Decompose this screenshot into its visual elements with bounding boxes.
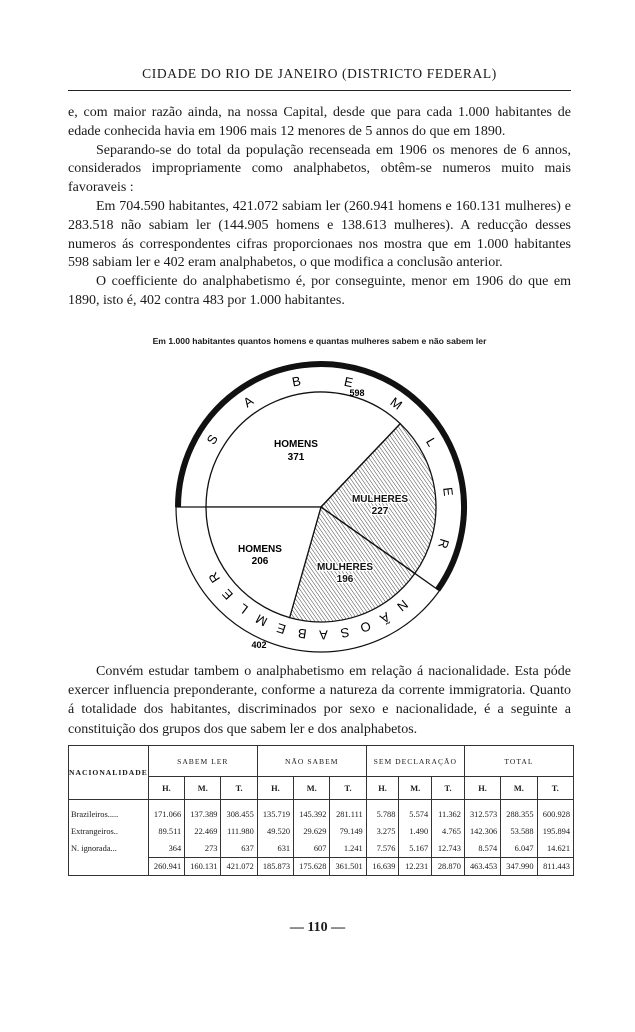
table-cell: 22.469 [185, 823, 221, 840]
literacy-pie-chart [164, 354, 474, 654]
table-cell: 12.231 [399, 858, 432, 876]
total-nao-value: 402 [251, 640, 267, 650]
table-cell: 6.047 [501, 840, 537, 858]
table-cell: 89.511 [148, 823, 184, 840]
col-group: SEM DECLARAÇÃO [366, 746, 464, 777]
table-cell: 145.392 [294, 800, 330, 824]
col-group: TOTAL [464, 746, 573, 777]
table-cell: 273 [185, 840, 221, 858]
table-cell: 7.576 [366, 840, 399, 858]
table-cell: 29.629 [294, 823, 330, 840]
col-sub: M. [501, 777, 537, 800]
ring-letter: E [219, 586, 236, 603]
col-sub: M. [294, 777, 330, 800]
chart-caption: Em 1.000 habitantes quantos homens e quantas mulheres sabem e não sabem ler [152, 336, 487, 346]
col-sub: T. [330, 777, 366, 800]
table-cell: 463.453 [464, 858, 500, 876]
literacy-table [68, 745, 574, 876]
ring-letter: B [290, 373, 303, 390]
homens-nao-value: 206 [251, 556, 269, 567]
ring-letter: E [274, 620, 288, 638]
table-cell: 3.275 [366, 823, 399, 840]
ring-letter: A [319, 627, 329, 643]
table-cell: 421.072 [221, 858, 257, 876]
table-cell: 5.574 [399, 800, 432, 824]
table-cell: 308.455 [221, 800, 257, 824]
table-cell: 364 [148, 840, 184, 858]
body-text [68, 104, 571, 311]
col-nacionalidade: NACIONALIDADE [69, 746, 149, 800]
table-cell: 811.443 [537, 858, 573, 876]
paragraph-nationality [68, 662, 571, 739]
table-cell: 171.066 [148, 800, 184, 824]
col-group: SABEM LER [148, 746, 257, 777]
table-cell: 12.743 [432, 840, 465, 858]
table-cell: 79.149 [330, 823, 366, 840]
ring-letter: L [235, 600, 251, 617]
col-group: NÃO SABEM [257, 746, 366, 777]
table-cell: 16.639 [366, 858, 399, 876]
table-cell: 8.574 [464, 840, 500, 858]
table-cell: 281.111 [330, 800, 366, 824]
ring-letter: O [358, 618, 373, 636]
table-cell: 260.941 [148, 858, 184, 876]
table-cell: 361.501 [330, 858, 366, 876]
table-cell: 288.355 [501, 800, 537, 824]
table-row [69, 800, 574, 824]
table-row [69, 858, 574, 876]
running-header: CIDADE DO RIO DE JANEIRO (DISTRICTO FEDERAL) [142, 66, 497, 81]
mulheres-nao-label: MULHERES [316, 562, 374, 573]
table-row [69, 840, 574, 858]
table-cell: 49.520 [257, 823, 293, 840]
homens-sabem-value: 371 [287, 452, 305, 463]
col-sub: H. [148, 777, 184, 800]
table-cell: 11.362 [432, 800, 465, 824]
paragraph: Separando-se do total da população recenseada em 1906 os menores de 6 annos, considerados impropriamente como analphabetos, obtêm-se numeros muito mais favoraveis : [68, 142, 571, 196]
table-cell: 135.719 [257, 800, 293, 824]
table-cell: 111.980 [221, 823, 257, 840]
table-cell: 631 [257, 840, 293, 858]
ring-letter: E [342, 373, 355, 391]
table-cell: 607 [294, 840, 330, 858]
ring-letter: L [423, 435, 440, 450]
table-cell: 5.788 [366, 800, 399, 824]
table-cell: 1.241 [330, 840, 366, 858]
page-number: — 110 — [289, 920, 346, 935]
header-rule [68, 90, 571, 91]
col-sub: H. [257, 777, 293, 800]
table-cell: 637 [221, 840, 257, 858]
row-label: N. ignorada... [69, 840, 149, 858]
table-cell: 185.873 [257, 858, 293, 876]
ring-letter: E [440, 486, 457, 497]
ring-letter: B [296, 625, 308, 642]
paragraph: Em 704.590 habitantes, 421.072 sabiam ler (260.941 homens e 160.131 mulheres) e 283.518 não sabiam ler (144.905 homens e 138.613 mulheres). A reducção desses numeros ás correspondentes cifras proporcionaes nos mostra que em 1.000 habitantes 598 sabiam ler e 402 eram analphabetos, o que modifica a conclusão anterior. [68, 198, 571, 271]
table-cell: 160.131 [185, 858, 221, 876]
row-label: Extrangeiros.. [69, 823, 149, 840]
table-cell: 175.628 [294, 858, 330, 876]
col-sub: H. [464, 777, 500, 800]
col-sub: T. [221, 777, 257, 800]
ring-letter: N [394, 596, 411, 615]
table-cell: 142.306 [464, 823, 500, 840]
col-sub: H. [366, 777, 399, 800]
ring-letter: R [205, 569, 224, 586]
table-cell: 28.870 [432, 858, 465, 876]
ring-letter: A [240, 393, 257, 411]
homens-nao-label: HOMENS [238, 544, 282, 555]
homens-sabem-label: HOMENS [274, 439, 318, 450]
ring-letter: M [253, 611, 270, 630]
table-row [69, 823, 574, 840]
col-sub: T. [537, 777, 573, 800]
total-sabem-value: 598 [349, 388, 365, 398]
paragraph: Convém estudar tambem o analphabetismo em relação á nacionalidade. Esta póde exercer influencia preponderante, conforme a natureza da corrente immigratoria. Quanto á totalidade dos habitantes, discriminados por sexo e nacionalidade, é a seguinte a constituição dos grupos dos que sabem ler e dos analphabetos. [68, 664, 571, 737]
paragraph: e, com maior razão ainda, na nossa Capital, desde que para cada 1.000 habitantes de edade conhecida havia em 1906 mais 12 menores de 5 annos do que em 1890. [68, 105, 571, 139]
col-sub: M. [399, 777, 432, 800]
row-label [69, 858, 149, 876]
ring-letter: S [203, 431, 221, 448]
table-cell: 1.490 [399, 823, 432, 840]
table-cell: 5.167 [399, 840, 432, 858]
table-cell: 600.928 [537, 800, 573, 824]
mulheres-sabem-value: 227 [371, 506, 389, 517]
ring-letter: S [339, 624, 351, 641]
ring-letter: M [387, 394, 406, 413]
table-cell: 347.990 [501, 858, 537, 876]
mulheres-sabem-label: MULHERES [351, 494, 409, 505]
table-cell: 312.573 [464, 800, 500, 824]
table-cell: 195.894 [537, 823, 573, 840]
row-label: Brazileiros..... [69, 800, 149, 824]
table-cell: 137.389 [185, 800, 221, 824]
table-cell: 4.765 [432, 823, 465, 840]
ring-letter: Ã [377, 609, 393, 627]
ring-letter: R [435, 536, 453, 551]
ring-divider [415, 573, 439, 590]
mulheres-nao-value: 196 [336, 574, 354, 585]
col-sub: M. [185, 777, 221, 800]
table-cell: 53.588 [501, 823, 537, 840]
col-sub: T. [432, 777, 465, 800]
table-cell: 14.621 [537, 840, 573, 858]
paragraph: O coefficiente do analphabetismo é, por conseguinte, menor em 1906 do que em 1890, isto é, 402 contra 483 por 1.000 habitantes. [68, 274, 571, 308]
